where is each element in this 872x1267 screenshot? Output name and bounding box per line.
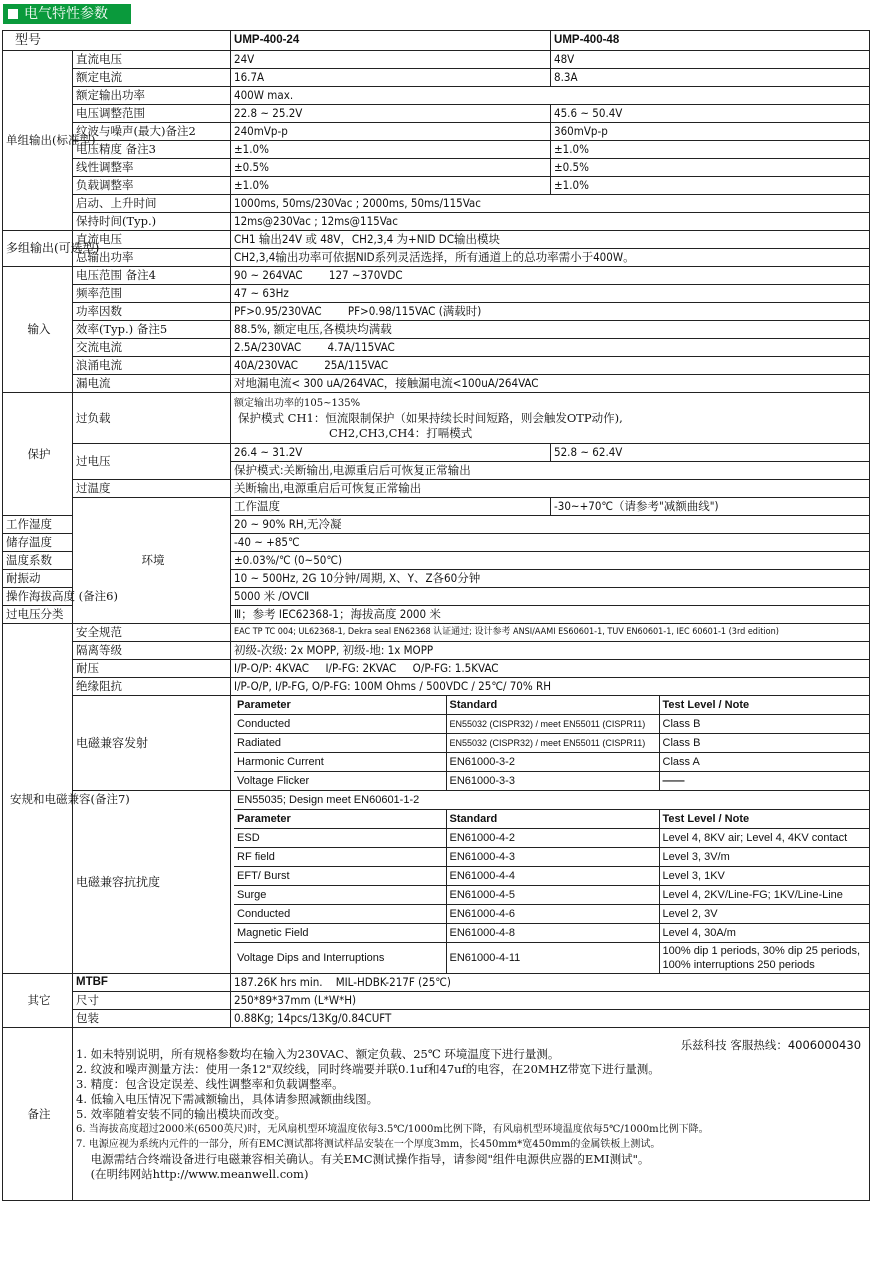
cell-b: ±1.0% xyxy=(551,177,870,195)
cell-value: CH2,3,4输出功率可依据NID系列灵活选择，所有通道上的总功率需小于400W。 xyxy=(231,249,870,267)
table-row xyxy=(3,357,870,375)
model-b: UMP-400-48 xyxy=(551,31,870,51)
category-environment: 环境 xyxy=(73,498,231,624)
cell-value: Ⅲ；参考 IEC62368-1；海拔高度 2000 米 xyxy=(231,606,870,624)
note-line: 6. 当海拔高度超过2000米(6500英尺)时，无风扇机型环境温度依每3.5℃/1000m比例下降，有风扇机型环境温度依每5℃/1000m比例下降。 xyxy=(76,1123,709,1135)
overload-cell xyxy=(231,393,870,444)
row-label: 直流电压 xyxy=(73,51,231,69)
table-row xyxy=(3,195,870,213)
category-input: 输入 xyxy=(3,267,73,393)
ems-header: Test Level / Note xyxy=(659,810,869,829)
cell-value: -40 ~ +85℃ xyxy=(231,534,870,552)
table-row xyxy=(3,642,870,660)
square-icon xyxy=(8,9,18,19)
cell-b: 360mVp-p xyxy=(551,123,870,141)
cell-value: 12ms@230Vac ; 12ms@115Vac xyxy=(231,213,870,231)
ems-row xyxy=(234,905,869,924)
row-label: 功率因数 xyxy=(73,303,231,321)
ems-header-row xyxy=(234,810,869,829)
cell-value: 187.26K hrs min. MIL-HDBK-217F (25℃) xyxy=(231,974,870,992)
ems-standard: EN61000-4-6 xyxy=(446,905,659,924)
note-line: 7. 电源应视为系统内元件的一部分，所有EMC测试都将测试样品安装在一个厚度3mm，长450mm*宽450mm的金属铁板上测试。 xyxy=(76,1138,661,1150)
note-line: 1. 如未特别说明，所有规格参数均在输入为230VAC、额定负载、25℃ 环境温度下进行量测。 xyxy=(76,1046,560,1061)
row-label: 纹波与噪声(最大)备注2 xyxy=(73,123,231,141)
table-row xyxy=(3,51,870,69)
cell-value: 10 ~ 500Hz, 2G 10分钟/周期, X、Y、Z各60分钟 xyxy=(231,570,870,588)
cell-value: 400W max. xyxy=(231,87,870,105)
note-line: 3. 精度：包含设定误差、线性调整率和负载调整率。 xyxy=(76,1076,344,1091)
emi-param: Conducted xyxy=(234,715,446,734)
cell-b: ±0.5% xyxy=(551,159,870,177)
ems-standard: EN61000-4-2 xyxy=(446,829,659,848)
row-label: 过负载 xyxy=(73,393,231,444)
emi-row xyxy=(234,734,869,753)
row-label: 额定输出功率 xyxy=(73,87,231,105)
table-row xyxy=(3,141,870,159)
table-row xyxy=(3,624,870,642)
emi-level: Class B xyxy=(659,715,869,734)
table-row xyxy=(3,285,870,303)
emi-standard: EN55032 (CISPR32) / meet EN55011 (CISPR11) xyxy=(446,734,659,753)
row-label: 耐振动 xyxy=(3,570,73,588)
hotline-text: 乐兹科技 客服热线：4006000430 xyxy=(680,1038,862,1052)
row-label: 尺寸 xyxy=(73,992,231,1010)
cell-value: 2.5A/230VAC 4.7A/115VAC xyxy=(231,339,870,357)
emi-row xyxy=(234,772,869,791)
ems-top-line: EN55035; Design meet EN60601-1-2 xyxy=(234,791,869,810)
ems-level xyxy=(659,943,869,974)
cell-value: EAC TP TC 004; UL62368-1, Dekra seal EN62368 认证通过; 设计参考 ANSI/AAMI ES60601-1, TUV EN60601-1, IEC 60601-1 (3rd edition) xyxy=(231,624,870,642)
emi-level: Class B xyxy=(659,734,869,753)
emi-header: Standard xyxy=(446,696,659,715)
category-single-output: 单组输出(标准型) xyxy=(3,51,73,231)
notes-row xyxy=(3,1028,870,1201)
note-line: 5. 效率随着安装不同的输出模块而改变。 xyxy=(76,1106,287,1121)
cell-value: 250*89*37mm (L*W*H) xyxy=(231,992,870,1010)
row-label: 漏电流 xyxy=(73,375,231,393)
ems-param: RF field xyxy=(234,848,446,867)
overload-range: 额定输出功率的105~135% xyxy=(234,397,361,409)
row-label: 效率(Typ.) 备注5 xyxy=(73,321,231,339)
ems-param: Magnetic Field xyxy=(234,924,446,943)
table-row xyxy=(3,231,870,249)
note-line: 电源需结合终端设备进行电磁兼容相关确认。有关EMC测试操作指导，请参阅"组件电源供应器的EMI测试"。 xyxy=(76,1151,650,1166)
table-row xyxy=(3,992,870,1010)
table-row xyxy=(3,213,870,231)
cell-value: 关断输出,电源重启后可恢复正常输出 xyxy=(231,480,870,498)
cell-value: 47 ~ 63Hz xyxy=(231,285,870,303)
row-label: 浪涌电流 xyxy=(73,357,231,375)
spec-table xyxy=(2,30,870,1201)
ems-standard: EN61000-4-4 xyxy=(446,867,659,886)
note-line: 2. 纹波和噪声测量方法：使用一条12"双绞线，同时终端要并联0.1uf和47uf的电容，在20MHZ带宽下进行量测。 xyxy=(76,1061,660,1076)
table-row xyxy=(3,267,870,285)
emi-header: Parameter xyxy=(234,696,446,715)
cell-value: 20 ~ 90% RH,无冷凝 xyxy=(231,516,870,534)
table-row xyxy=(3,393,870,444)
cell-value: 1000ms, 50ms/230Vac ; 2000ms, 50ms/115Vac xyxy=(231,195,870,213)
row-label: 过电压 xyxy=(73,444,231,480)
emi-row xyxy=(234,715,869,734)
table-row xyxy=(3,696,870,791)
ems-level: Level 4, 30A/m xyxy=(659,924,869,943)
cell-a: 26.4 ~ 31.2V xyxy=(231,444,551,462)
row-label: 隔离等级 xyxy=(73,642,231,660)
ems-level: Level 4, 8KV air; Level 4, 4KV contact xyxy=(659,829,869,848)
emi-row xyxy=(234,753,869,772)
emi-standard: EN61000-3-3 xyxy=(446,772,659,791)
ems-param: ESD xyxy=(234,829,446,848)
row-label: 启动、上升时间 xyxy=(73,195,231,213)
ems-header: Parameter xyxy=(234,810,446,829)
row-label: 工作温度 xyxy=(231,498,551,516)
ems-param: Conducted xyxy=(234,905,446,924)
cell-a: ±1.0% xyxy=(231,177,551,195)
cell-value: 0.88Kg; 14pcs/13Kg/0.84CUFT xyxy=(231,1010,870,1028)
cell-value: 40A/230VAC 25A/115VAC xyxy=(231,357,870,375)
cell-value: I/P-O/P: 4KVAC I/P-FG: 2KVAC O/P-FG: 1.5KVAC xyxy=(231,660,870,678)
row-label: 耐压 xyxy=(73,660,231,678)
cell-value: 保护模式:关断输出,电源重启后可恢复正常输出 xyxy=(231,462,870,480)
row-label: 电磁兼容发射 xyxy=(73,696,231,791)
table-row xyxy=(3,321,870,339)
ems-standard: EN61000-4-5 xyxy=(446,886,659,905)
emi-param: Voltage Flicker xyxy=(237,774,310,787)
table-row xyxy=(3,498,870,516)
row-label: 线性调整率 xyxy=(73,159,231,177)
table-row xyxy=(3,791,870,974)
cell-value: PF>0.95/230VAC PF>0.98/115VAC (满载时) xyxy=(231,303,870,321)
table-row xyxy=(3,249,870,267)
cell-value: 对地漏电流< 300 uA/264VAC，接触漏电流<100uA/264VAC xyxy=(231,375,870,393)
section-title: 电气特性参数 xyxy=(24,6,108,22)
table-row xyxy=(3,660,870,678)
cell-b: ±1.0% xyxy=(551,141,870,159)
ems-row xyxy=(234,829,869,848)
ems-row xyxy=(234,886,869,905)
emi-standard: EN61000-3-2 xyxy=(446,753,659,772)
cell-a: ±1.0% xyxy=(231,141,551,159)
model-label: 型号 xyxy=(3,31,231,51)
ems-dips-line1: 100% dip 1 periods, 30% dip 25 periods, xyxy=(662,945,861,957)
row-label: 直流电压 xyxy=(73,231,231,249)
emi-table-cell xyxy=(231,696,870,791)
ems-standard: EN61000-4-11 xyxy=(446,943,659,974)
row-label: 安全规范 xyxy=(73,624,231,642)
ems-row xyxy=(234,924,869,943)
cell-b: 52.8 ~ 62.4V xyxy=(551,444,870,462)
notes-cell xyxy=(73,1028,870,1201)
emi-level: Class A xyxy=(659,753,869,772)
cell-a: 22.8 ~ 25.2V xyxy=(231,105,551,123)
emi-standard: EN55032 (CISPR32) / meet EN55011 (CISPR11) xyxy=(446,715,659,734)
row-label: 工作湿度 xyxy=(3,516,73,534)
cell-value: -30~+70℃（请参考"减额曲线") xyxy=(551,498,870,516)
ems-standard: EN61000-4-8 xyxy=(446,924,659,943)
table-row xyxy=(3,480,870,498)
cell-value: 初级-次级: 2x MOPP, 初级-地: 1x MOPP xyxy=(231,642,870,660)
ems-level: Level 4, 2KV/Line-FG; 1KV/Line-Line xyxy=(659,886,869,905)
cell-b: 45.6 ~ 50.4V xyxy=(551,105,870,123)
ems-level: Level 2, 3V xyxy=(659,905,869,924)
overload-mode: 保护模式 CH1：恒流限制保护（如果持续长时间短路，则会触发OTP动作), xyxy=(238,410,623,425)
emi-param: Harmonic Current xyxy=(234,753,446,772)
cell-a: 240mVp-p xyxy=(231,123,551,141)
model-a: UMP-400-24 xyxy=(231,31,551,51)
ems-param: Voltage Dips and Interruptions xyxy=(237,951,385,964)
row-label: 过温度 xyxy=(73,480,231,498)
table-row xyxy=(3,159,870,177)
table-row xyxy=(3,123,870,141)
row-label: 电压精度 备注3 xyxy=(73,141,231,159)
table-row xyxy=(3,974,870,992)
category-others: 其它 xyxy=(3,974,73,1028)
ems-param: EFT/ Burst xyxy=(234,867,446,886)
table-row xyxy=(3,105,870,123)
category-safety-emc-text: 安规和电磁兼容(备注7) xyxy=(10,791,130,806)
category-protection: 保护 xyxy=(3,393,73,516)
table-row xyxy=(3,87,870,105)
header-row xyxy=(3,31,870,51)
row-label: 包装 xyxy=(73,1010,231,1028)
row-label: 绝缘阻抗 xyxy=(73,678,231,696)
cell-value: 88.5%, 额定电压,各模块均满载 xyxy=(231,321,870,339)
category-multi-output: 多组输出(可选型) xyxy=(3,231,73,267)
emi-table xyxy=(234,696,869,790)
ems-dips-line2: 100% interruptions 250 periods xyxy=(662,959,815,971)
section-title-bar xyxy=(3,4,131,24)
ems-row xyxy=(234,867,869,886)
row-label: 储存温度 xyxy=(3,534,73,552)
ems-header: Standard xyxy=(446,810,659,829)
cell-value: I/P-O/P, I/P-FG, O/P-FG: 100M Ohms / 500VDC / 25℃/ 70% RH xyxy=(231,678,870,696)
cell-value: 5000 米 /OVCⅡ xyxy=(231,588,870,606)
row-label: 总输出功率 xyxy=(73,249,231,267)
category-notes: 备注 xyxy=(3,1028,73,1201)
row-label: 保持时间(Typ.) xyxy=(73,213,231,231)
ems-param: Surge xyxy=(234,886,446,905)
row-label: 过电压分类 xyxy=(3,606,73,624)
row-label: MTBF xyxy=(73,974,231,992)
cell-b: 48V xyxy=(551,51,870,69)
note-line: 4. 低输入电压情况下需减额输出，具体请参照减额曲线图。 xyxy=(76,1091,379,1106)
ems-row xyxy=(234,848,869,867)
table-row xyxy=(3,375,870,393)
note-line: (在明纬网站http://www.meanwell.com) xyxy=(76,1166,309,1181)
cell-value: 90 ~ 264VAC 127 ~370VDC xyxy=(231,267,870,285)
cell-a: 24V xyxy=(231,51,551,69)
table-row xyxy=(3,177,870,195)
emi-header: Test Level / Note xyxy=(659,696,869,715)
ems-row xyxy=(234,943,869,974)
emi-header-row xyxy=(234,696,869,715)
table-row xyxy=(3,69,870,87)
table-row xyxy=(3,303,870,321)
table-row xyxy=(3,339,870,357)
ems-level: Level 3, 1KV xyxy=(659,867,869,886)
ems-table xyxy=(234,810,869,973)
cell-a: 16.7A xyxy=(231,69,551,87)
row-label: 额定电流 xyxy=(73,69,231,87)
row-label: 频率范围 xyxy=(73,285,231,303)
ems-table-cell xyxy=(231,791,870,974)
cell-value: ±0.03%/℃ (0~50℃) xyxy=(231,552,870,570)
table-row xyxy=(3,1010,870,1028)
row-label: 电压范围 备注4 xyxy=(73,267,231,285)
row-label: 操作海拔高度 (备注6) xyxy=(3,588,73,606)
table-row xyxy=(3,444,870,462)
emi-param: Radiated xyxy=(234,734,446,753)
row-label: 温度系数 xyxy=(3,552,73,570)
cell-value: CH1 输出24V 或 48V，CH2,3,4 为+NID DC输出模块 xyxy=(231,231,870,249)
cell-b: 8.3A xyxy=(551,69,870,87)
ems-level: Level 3, 3V/m xyxy=(659,848,869,867)
table-row xyxy=(3,678,870,696)
row-label: 电压调整范围 xyxy=(73,105,231,123)
overload-mode-ch2: CH2,CH3,CH4：打嗝模式 xyxy=(329,425,473,440)
row-label: 交流电流 xyxy=(73,339,231,357)
row-label: 负载调整率 xyxy=(73,177,231,195)
ems-standard: EN61000-4-3 xyxy=(446,848,659,867)
cell-a: ±0.5% xyxy=(231,159,551,177)
emi-level: —— xyxy=(659,772,869,791)
row-label: 电磁兼容抗扰度 xyxy=(73,791,231,974)
